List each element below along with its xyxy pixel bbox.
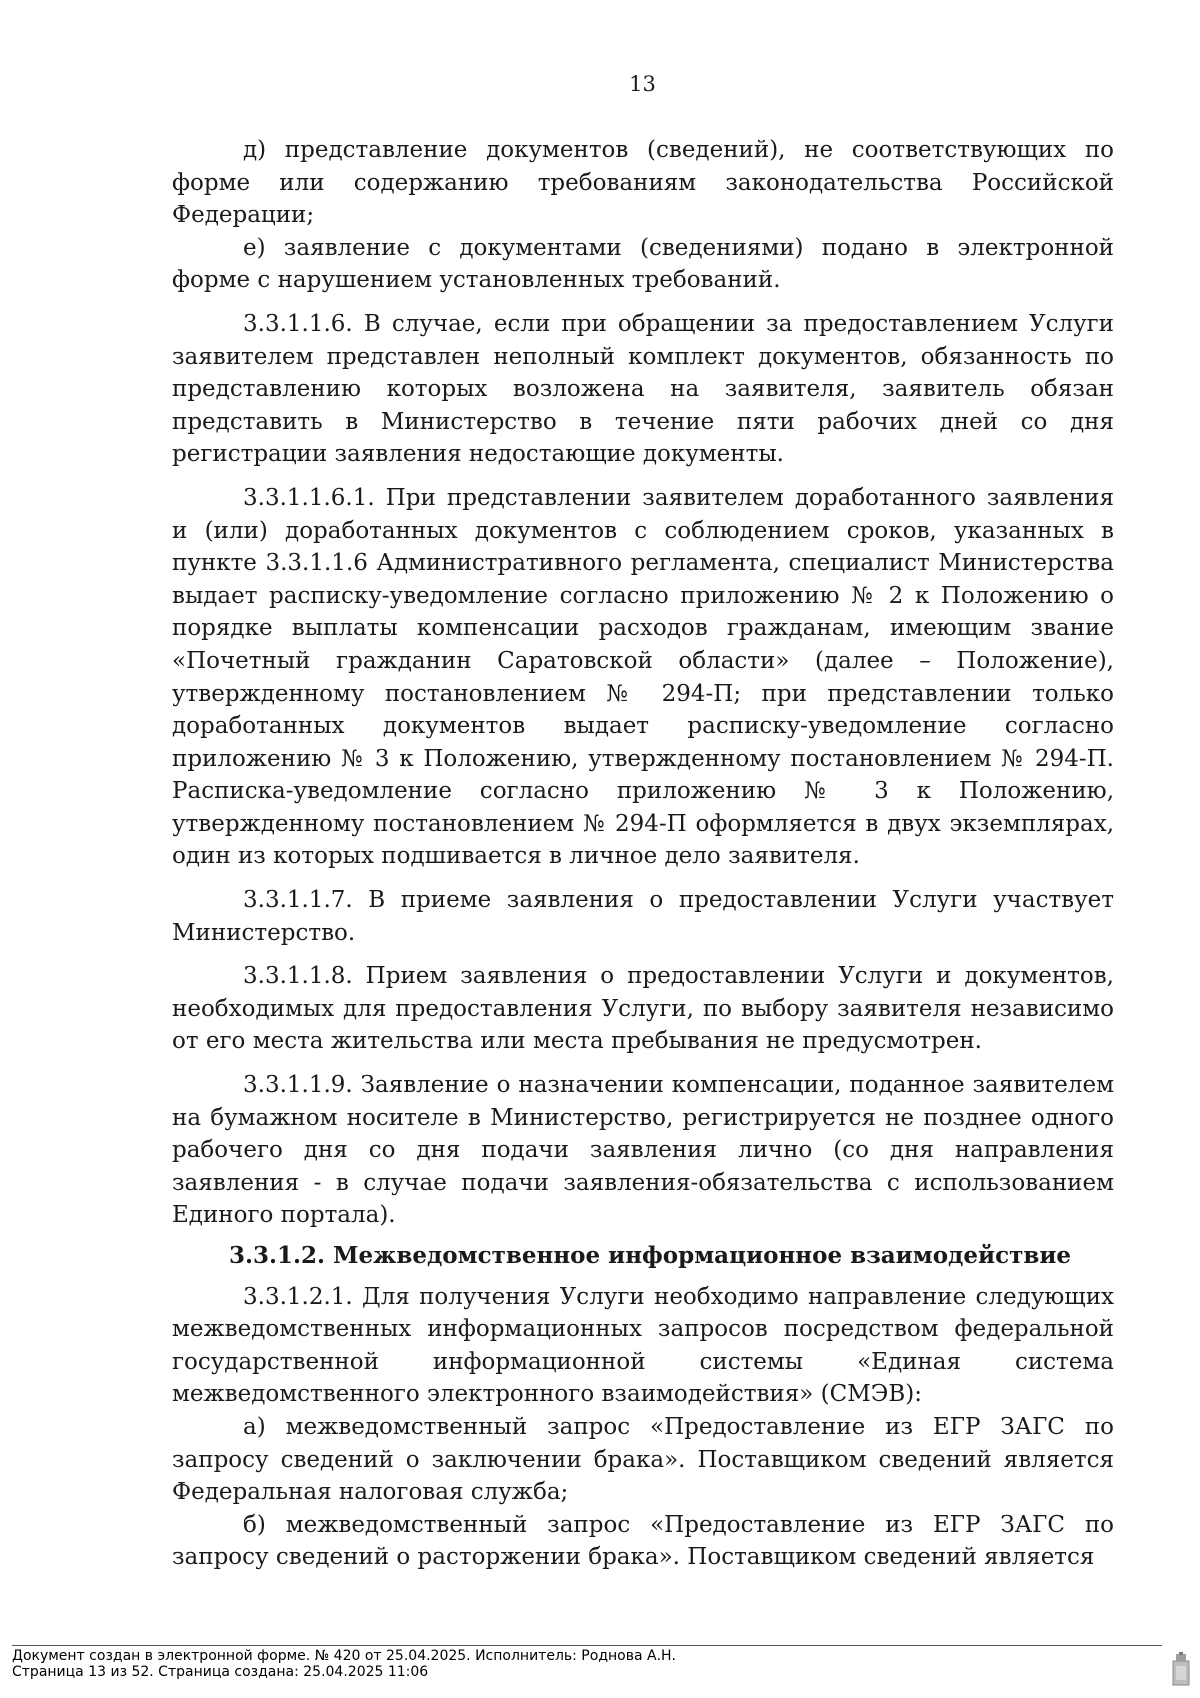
footer-divider — [12, 1645, 1162, 1646]
footer-page-info: Страница 13 из 52. Страница создана: 25.04.2025 11:06 — [12, 1664, 429, 1680]
paragraph-3-3-1-1-6: 3.3.1.1.6. В случае, если при обращении за предоставлением Услуги заявителем представлен неполный комплект документов, обязанность по представлению которых возложена на заявителя, заявитель обязан представить в Министерство в течение пяти рабочих дней со дня регистрации заявления недостающие документы. — [172, 310, 1114, 468]
paragraph-item-d: д) представление документов (сведений), не соответствующих по форме или содержанию требованиям законодательства Российской Федерации; — [172, 137, 1114, 229]
paragraph-item-b: б) межведомственный запрос «Предоставление из ЕГР ЗАГС по запросу сведений о расторжении брака». Поставщиком сведений является — [172, 1511, 1114, 1571]
emblem-icon — [1172, 1652, 1190, 1686]
page-number: 13 — [629, 72, 656, 96]
paragraph-3-3-1-1-7: 3.3.1.1.7. В приеме заявления о предоставлении Услуги участвует Министерство. — [172, 887, 1114, 946]
paragraph-3-3-1-1-8: 3.3.1.1.8. Прием заявления о предоставлении Услуги и документов, необходимых для предоставления Услуги, по выбору заявителя независимо от его места жительства или места пребывания не предусмотрен. — [172, 963, 1114, 1055]
document-footer — [12, 1648, 676, 1680]
footer-document-info: Документ создан в электронной форме. № 420 от 25.04.2025. Исполнитель: Роднова А.Н. — [12, 1648, 677, 1664]
paragraph-item-e: е) заявление с документами (сведениями) подано в электронной форме с нарушением установленных требований. — [172, 234, 1114, 294]
paragraph-3-3-1-1-9: 3.3.1.1.9. Заявление о назначении компенсации, поданное заявителем на бумажном носителе в Министерство, регистрируется не позднее одного рабочего дня со дня подачи заявления лично (со дня направления заявления - в случае подачи заявления-обязательства с использованием Единого портала). — [172, 1072, 1114, 1229]
paragraph-3-3-1-2-1: 3.3.1.2.1. Для получения Услуги необходимо направление следующих межведомственных информационных запросов посредством федеральной государственной информационной системы «Единая система межведомственного электронного взаимодействия» (СМЭВ): — [172, 1283, 1114, 1408]
paragraph-3-3-1-1-6-1: 3.3.1.1.6.1. При представлении заявителем доработанного заявления и (или) доработанных документов с соблюдением сроков, указанных в пункте 3.3.1.1.6 Административного регламента, специалист Министерства выдает расписку-уведомление согласно приложению № 2 к Положению о порядке выплаты компенсации расходов гражданам, имеющим звание «Почетный гражданин Саратовской области» (далее – Положение), утвержденному постановлением № 294-П; при представлении только доработанных документов выдает расписку-уведомление согласно приложению № 3 к Положению, утвержденному постановлением № 294-П. Расписка-уведомление согласно приложению № 3 к Положению, утвержденному постановлением № 294-П оформляется в двух экземплярах, один из которых подшивается в личное дело заявителя. — [172, 484, 1114, 870]
section-heading: 3.3.1.2. Межведомственное информационное взаимодействие — [228, 1242, 1072, 1269]
document-body — [172, 134, 1114, 1574]
paragraph-item-a: а) межведомственный запрос «Предоставление из ЕГР ЗАГС по запросу сведений о заключении брака». Поставщиком сведений является Федеральная налоговая служба; — [172, 1413, 1114, 1506]
